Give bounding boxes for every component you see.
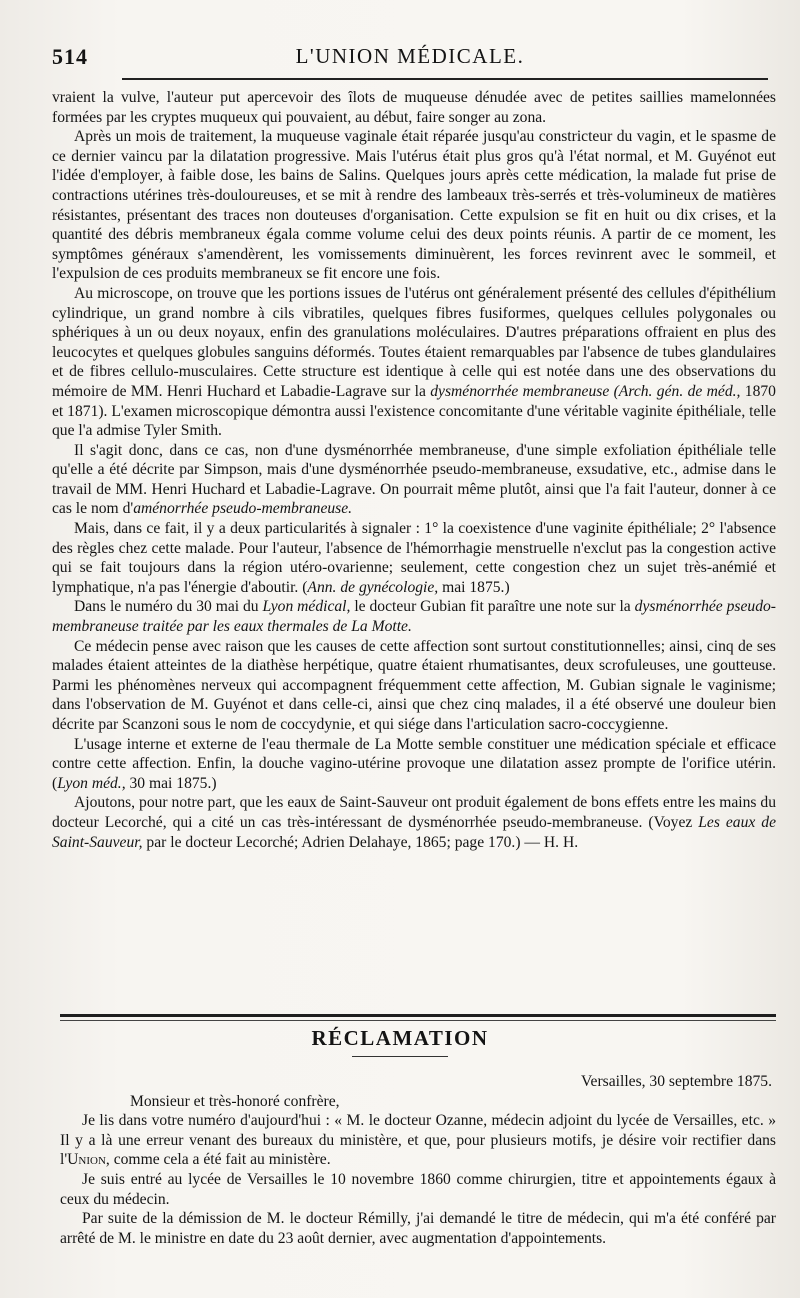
article-body bbox=[52, 88, 776, 852]
letter-paragraph: Par suite de la démission de M. le docteur Rémilly, j'ai demandé le titre de médecin, qui m'a été conféré par arrêté de M. le ministre en date du 23 août dernier, avec augmentation d'appointements. bbox=[60, 1210, 776, 1247]
paragraph: Dans le numéro du 30 mai du Lyon médical, le docteur Gubian fit paraître une note sur la dysménorrhée pseudo-membraneuse traitée par les eaux thermales de La Motte. bbox=[52, 598, 777, 636]
running-title: L'UNION MÉDICALE. bbox=[295, 44, 525, 68]
paragraph: Au microscope, on trouve que les portions issues de l'utérus ont généralement présenté des cellules d'épithélium cylindrique, un grand nombre à cils vibratiles, quelques fibres fusiformes, quelques cellules polygonales ou sphériques à un ou deux noyaux, enfin des granulations moléculaires. D'autres préparations offraient en plus des leucocytes et quelques globules sanguins déformés. Toutes étaient remarquables par l'absence de tubes glandulaires et de fibres cellulo-musculaires. Cette structure est identique à celle qui est notée dans une des observations du mémoire de MM. Henri Huchard et Labadie-Lagrave sur la dysménorrhée membraneuse (Arch. gén. de méd., 1870 et 1871). L'examen microscopique démontra aussi l'existence concomitante d'une véritable vaginite épithéliale, telle que l'a admise Tyler Smith. bbox=[52, 284, 776, 440]
page-number: 514 bbox=[52, 44, 88, 69]
paragraph: Après un mois de traitement, la muqueuse vaginale était réparée jusqu'au constricteur du vagin, et le spasme de ce dernier vaincu par la dilatation progressive. Mais l'utérus était plus gros qu'à l'état normal, et M. Guyénot eut l'idée d'employer, à faible dose, les bains de Salins. Quelques jours après cette médication, la malade fut prise de contractions utérines très-douloureuses, et se mit à rendre des lambeaux très-serrés et très-volumineux de matières résistantes, présentant des traces non douteuses d'organisation. Cette expulsion se fit en huit ou dix crises, et la quantité des débris membraneux égala comme volume celui des deux points réunis. A partir de ce moment, les symptômes généraux s'amendèrent, les vomissements diminuèrent, les forces revinrent avec le sommeil, et l'expulsion de ces produits membraneux se fit encore une fois. bbox=[52, 128, 776, 283]
paragraph: vraient la vulve, l'auteur put apercevoir des îlots de muqueuse dénudée avec de petites saillies mamelonnées formées par les cryptes muqueux qui pouvaient, au début, faire songer au zona. bbox=[52, 89, 776, 126]
letter-salutation: Monsieur et très-honoré confrère, bbox=[130, 1092, 340, 1110]
page-header bbox=[52, 44, 768, 74]
section-divider bbox=[60, 1014, 776, 1017]
letter-paragraph: Je suis entré au lycée de Versailles le 10 novembre 1860 comme chirurgien, titre et appointements égaux à ceux du médecin. bbox=[60, 1170, 776, 1208]
paragraph: Ce médecin pense avec raison que les causes de cette affection sont surtout constitutionnelles; ainsi, cinq de ses malades étaient atteintes de la diathèse herpétique, quatre étaient rhumatisantes, deux scrofuleuses, une goutteuse. Parmi les phénomènes nerveux qui accompagnent fréquemment cette affection, M. Gubian signale le vaginisme; dans l'observation de M. Guyénot et dans celle-ci, ainsi que chez cinq malades, il a été observé une douleur bien décrite par Scanzoni sous le nom de coccydynie, et qui siége dans l'articulation sacro-coccygienne. bbox=[52, 637, 776, 733]
header-rule bbox=[122, 78, 768, 80]
letter-paragraph: Je lis dans votre numéro d'aujourd'hui : « M. le docteur Ozanne, médecin adjoint du lycée de Versailles, etc. » Il y a là une erreur venant des bureaux du ministère, et que, pour plusieurs motifs, je désire voir rectifier dans l'Union, comme cela a été fait au ministère. bbox=[60, 1112, 776, 1169]
paragraph: Mais, dans ce fait, il y a deux particularités à signaler : 1° la coexistence d'une vaginite épithéliale; 2° l'absence des règles chez cette malade. Pour l'auteur, l'absence de l'hémorrhagie menstruelle n'exclut pas la congestion active qui se fait toujours dans la région utéro-ovarienne; seulement, cette congestion chez un sujet très-anémié et lymphatique, n'a pas l'énergie d'aboutir. (Ann. de gynécologie, mai 1875.) bbox=[52, 520, 776, 596]
paragraph: Il s'agit donc, dans ce cas, non d'une dysménorrhée membraneuse, d'une simple exfoliation épithéliale telle qu'elle a été décrite par Simpson, mais d'une dysménorrhée pseudo-membraneuse, exsudative, etc., admise dans le travail de MM. Henri Huchard et Labadie-Lagrave. On pourrait même plutôt, ainsi que l'a fait l'auteur, donner à ce cas le nom d'aménorrhée pseudo-membraneuse. bbox=[52, 441, 776, 518]
paragraph: L'usage interne et externe de l'eau thermale de La Motte semble constituer une médication spéciale et efficace contre cette affection. Enfin, la douche vagino-utérine provoque une dilatation assez prompte de l'orifice utérin. (Lyon méd., 30 mai 1875.) bbox=[52, 735, 776, 792]
section-divider-thin bbox=[60, 1020, 776, 1021]
letter-dateline: Versailles, 30 septembre 1875. bbox=[581, 1073, 772, 1090]
paragraph: Ajoutons, pour notre part, que les eaux de Saint-Sauveur ont produit également de bons effets entre les mains du docteur Lecorché, qui a cité un cas très-intéressant de dysménorrhée pseudo-membraneuse. (Voyez Les eaux de Saint-Sauveur, par le docteur Lecorché; Adrien Delahaye, 1865; page 170.) — H. H. bbox=[52, 794, 776, 851]
section-title: RÉCLAMATION bbox=[311, 1026, 489, 1050]
letter bbox=[60, 1072, 776, 1248]
title-underline bbox=[352, 1056, 448, 1057]
